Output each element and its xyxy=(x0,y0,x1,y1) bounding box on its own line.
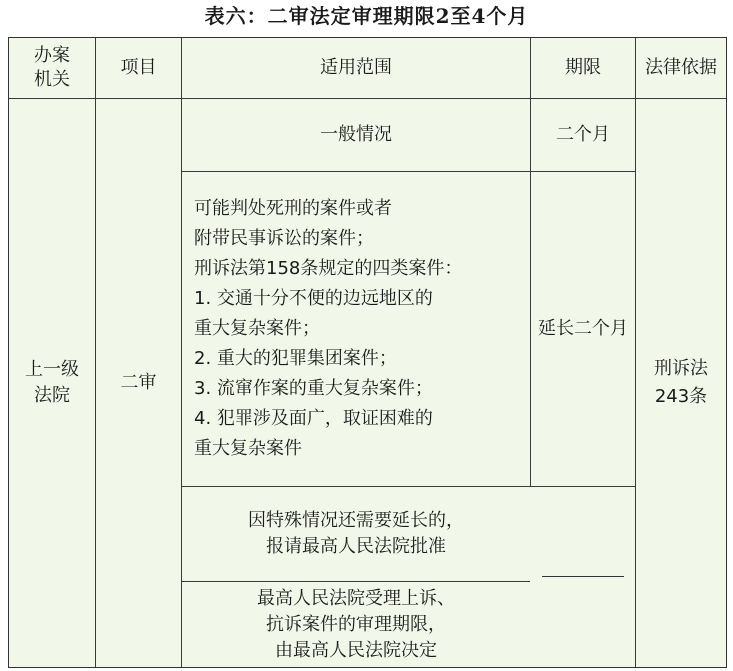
period-general: 二个月 xyxy=(556,124,610,145)
scope-line: 2. 重大的犯罪集团案件； xyxy=(194,348,397,369)
basis-cell: 刑诉法 243条 xyxy=(654,358,708,407)
header-basis: 法律依据 xyxy=(645,57,717,78)
agency-cell: 上一级 法院 xyxy=(25,359,79,406)
scope-line: 附带民事诉讼的案件； xyxy=(194,228,374,249)
scope-line: 3. 流窜作案的重大复杂案件； xyxy=(194,378,433,399)
header-period: 期限 xyxy=(565,57,601,78)
table-title: 表六：二审法定审理期限2至4个月 xyxy=(204,4,529,28)
header-agency: 办案 机关 xyxy=(34,45,70,90)
scope-line: 4. 犯罪涉及面广，取证困难的 xyxy=(194,408,433,429)
scope-line: 刑诉法第158条规定的四类案件： xyxy=(194,258,463,279)
scope-line: 1. 交通十分不便的边远地区的 xyxy=(194,288,433,309)
scope-supreme: 最高人民法院受理上诉、 抗诉案件的审理期限， 由最高人民法院决定 xyxy=(257,587,455,661)
item-cell: 二审 xyxy=(120,372,157,393)
scope-line: 重大复杂案件； xyxy=(194,318,320,339)
period-dash xyxy=(542,576,624,577)
header-scope: 适用范围 xyxy=(320,57,392,78)
period-extended: 延长二个月 xyxy=(538,318,628,339)
scope-line: 可能判处死刑的案件或者 xyxy=(194,198,392,219)
trial-period-table xyxy=(8,37,727,668)
scope-special: 因特殊情况还需要延长的， 报请最高人民法院批准 xyxy=(248,510,464,557)
scope-line: 重大复杂案件 xyxy=(194,438,302,459)
scope-general: 一般情况 xyxy=(320,124,392,145)
scope-extended-list xyxy=(182,172,530,486)
header-item: 项目 xyxy=(120,57,157,78)
